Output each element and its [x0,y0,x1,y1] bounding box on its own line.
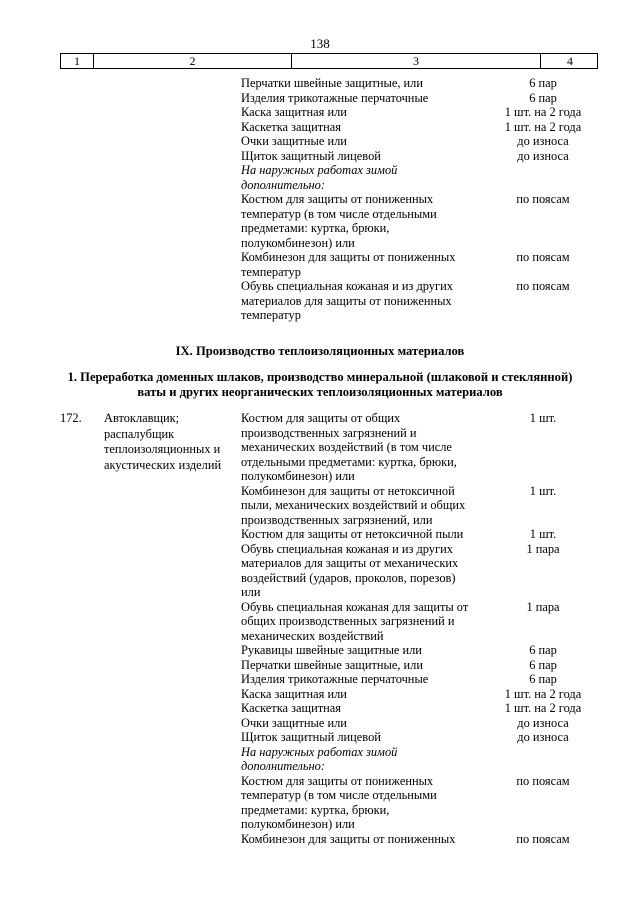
ppe-item-line: материалов для защиты от механических [241,556,459,570]
ppe-item-line: Перчатки швейные защитные, или [241,76,423,90]
ppe-item-line: Щиток защитный лицевой [241,148,381,163]
issue-quantity: 6 пар [529,90,557,105]
issue-quantity: 1 шт. на 2 года [504,105,582,119]
ppe-item-line: полукомбинезон) или [241,469,355,483]
ppe-item-line: Костюм для защиты от пониженных [241,192,434,206]
ppe-item-line: пыли, механических воздействий и общих [241,498,466,512]
ppe-item-line: Очки защитные или [241,715,347,730]
issue-quantity: до износа [517,715,569,730]
ppe-item-line: температур [241,264,301,279]
ppe-item-line: полукомбинезон) или [241,817,355,831]
issue-quantity: 1 пара [526,541,560,556]
column-header-3: 3 [292,54,541,68]
issue-quantity: до износа [517,730,569,744]
ppe-item-line: Каска защитная или [241,105,347,119]
section-heading: IX. Производство теплоизоляционных материалов [175,344,465,358]
condition-note: дополнительно: [241,759,325,773]
profession-line: теплоизоляционных и [104,442,221,456]
condition-note: дополнительно: [241,177,325,192]
ppe-item-line: Перчатки швейные защитные, или [241,657,423,672]
ppe-item-line: Очки защитные или [241,134,347,148]
profession-cell [104,411,221,473]
issue-quantity: по поясам [516,279,570,293]
ppe-item-line: материалов для защиты от пониженных [241,293,452,308]
issue-quantity: до износа [517,134,569,148]
ppe-item-line: отдельными предметами: куртка, брюки, [241,454,457,469]
condition-note: На наружных работах зимой [241,744,398,759]
ppe-item-line: Каска защитная или [241,686,347,701]
ppe-item-line: Обувь специальная кожаная для защиты от [241,599,469,614]
issue-quantity: 1 шт. на 2 года [504,119,582,134]
ppe-item-line: Изделия трикотажные перчаточные [241,672,429,686]
ppe-item-line: температур [241,308,301,322]
issue-quantity: 1 шт. [529,411,557,425]
ppe-item-line: температур (в том числе отдельными [241,206,437,221]
ppe-item-line: предметами: куртка, брюки, [241,221,390,235]
issue-quantity: 6 пар [529,657,557,672]
row-number: 172. [60,411,82,425]
issue-quantity: по поясам [516,831,570,846]
issue-quantity: 6 пар [529,76,557,90]
ppe-item-line: Комбинезон для защиты от пониженных [241,831,456,846]
ppe-item-line: Комбинезон для защиты от пониженных [241,250,456,264]
column-header-2: 2 [94,54,292,68]
condition-note: На наружных работах зимой [241,163,398,177]
column-header-4: 4 [567,54,573,68]
ppe-item-line: или [241,585,261,599]
ppe-item-line: Костюм для защиты от нетоксичной пыли [241,527,464,541]
ppe-item-line: воздействий (ударов, проколов, порезов) [241,570,456,585]
issue-quantity: по поясам [516,250,570,264]
issue-quantity: 1 шт. [529,483,557,498]
issue-quantity: 1 шт. на 2 года [504,686,582,701]
issue-quantity: 1 пара [526,599,560,614]
column-header-row [60,53,598,69]
ppe-item-line: общих производственных загрязнений и [241,614,455,628]
ppe-item-line: полукомбинезон) или [241,235,355,250]
issue-quantity: 6 пар [529,643,557,657]
ppe-item-line: Комбинезон для защиты от нетоксичной [241,483,455,498]
issue-quantity: до износа [517,148,569,163]
ppe-item-line: производственных загрязнений и [241,425,417,440]
ppe-item-line: предметами: куртка, брюки, [241,802,390,817]
issue-quantity: по поясам [516,192,570,206]
subsection-heading-line-2: ваты и других неорганических теплоизоляционных материалов [137,385,503,399]
ppe-item-line: Каскетка защитная [241,119,341,134]
profession-line: распалубщик [104,426,175,441]
profession-line: Автоклавщик; [104,411,180,425]
subsection-heading-line-1: 1. Переработка доменных шлаков, производство минеральной (шлаковой и стеклянной) [67,370,573,384]
ppe-item-line: Костюм для защиты от пониженных [241,773,434,788]
ppe-item-line: Щиток защитный лицевой [241,730,381,744]
profession-line: акустических изделий [104,457,222,472]
issue-quantity: 6 пар [529,672,557,686]
ppe-item-line: механических воздействий [241,628,384,643]
ppe-item-line: Изделия трикотажные перчаточные [241,90,429,105]
ppe-item-line: Костюм для защиты от общих [241,411,401,425]
ppe-item-line: Рукавицы швейные защитные или [241,643,422,657]
column-header-1: 1 [61,54,94,68]
issue-quantity: 1 шт. [529,527,557,541]
ppe-item-line: температур (в том числе отдельными [241,788,437,802]
ppe-item-line: производственных загрязнений, или [241,512,433,527]
ppe-item-line: Каскетка защитная [241,701,341,715]
ppe-item-line: механических воздействий (в том числе [241,440,452,454]
ppe-item-line: Обувь специальная кожаная и из других [241,541,453,556]
issue-quantity: 1 шт. на 2 года [504,701,582,715]
ppe-item-line: Обувь специальная кожаная и из других [241,279,453,293]
page-number: 138 [310,36,330,51]
issue-quantity: по поясам [516,773,570,788]
